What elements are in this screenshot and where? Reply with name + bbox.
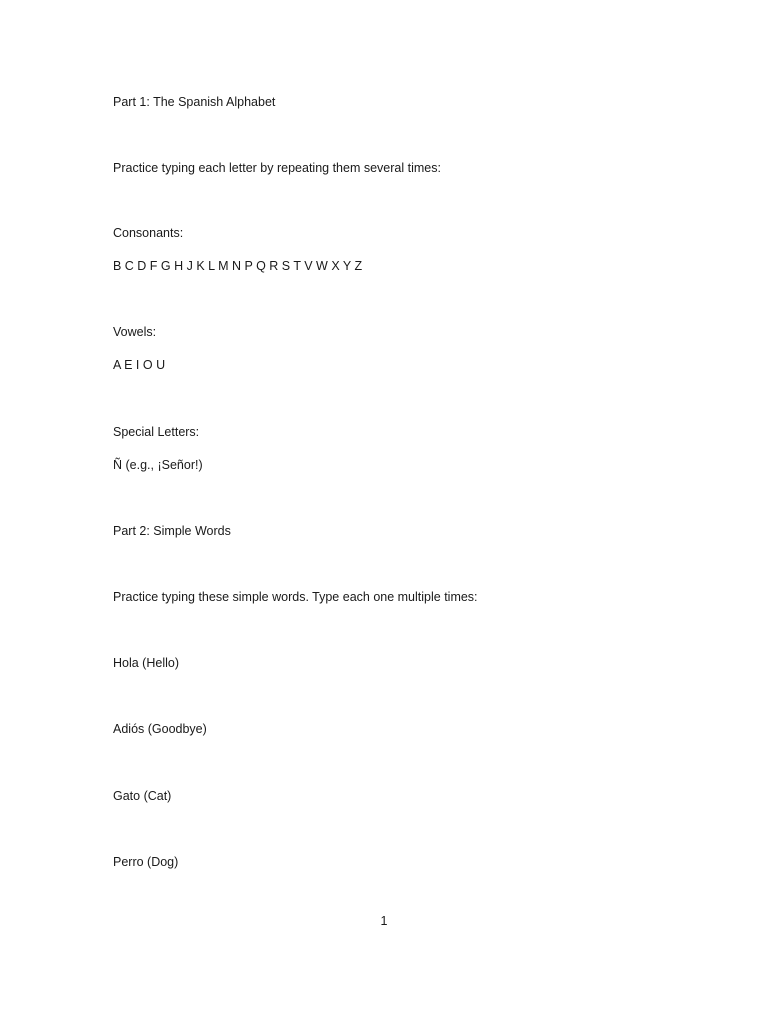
- word-item-hola: Hola (Hello): [113, 656, 179, 670]
- consonants-label: Consonants:: [113, 226, 184, 240]
- vowels-label: Vowels:: [113, 325, 157, 339]
- vowels-list: A E I O U: [113, 358, 166, 372]
- part2-heading: Part 2: Simple Words: [113, 524, 231, 538]
- special-letters-label: Special Letters:: [113, 425, 200, 439]
- special-letters-example: Ñ (e.g., ¡Señor!): [113, 458, 203, 472]
- word-item-adios: Adiós (Goodbye): [113, 722, 207, 736]
- part1-instructions: Practice typing each letter by repeating them several times:: [113, 161, 441, 175]
- page-number: 1: [380, 914, 388, 928]
- consonants-list: B C D F G H J K L M N P Q R S T V W X Y Z: [113, 259, 363, 273]
- word-item-gato: Gato (Cat): [113, 789, 172, 803]
- word-item-perro: Perro (Dog): [113, 855, 179, 869]
- part2-instructions: Practice typing these simple words. Type each one multiple times:: [113, 590, 478, 604]
- part1-heading: Part 1: The Spanish Alphabet: [113, 95, 276, 109]
